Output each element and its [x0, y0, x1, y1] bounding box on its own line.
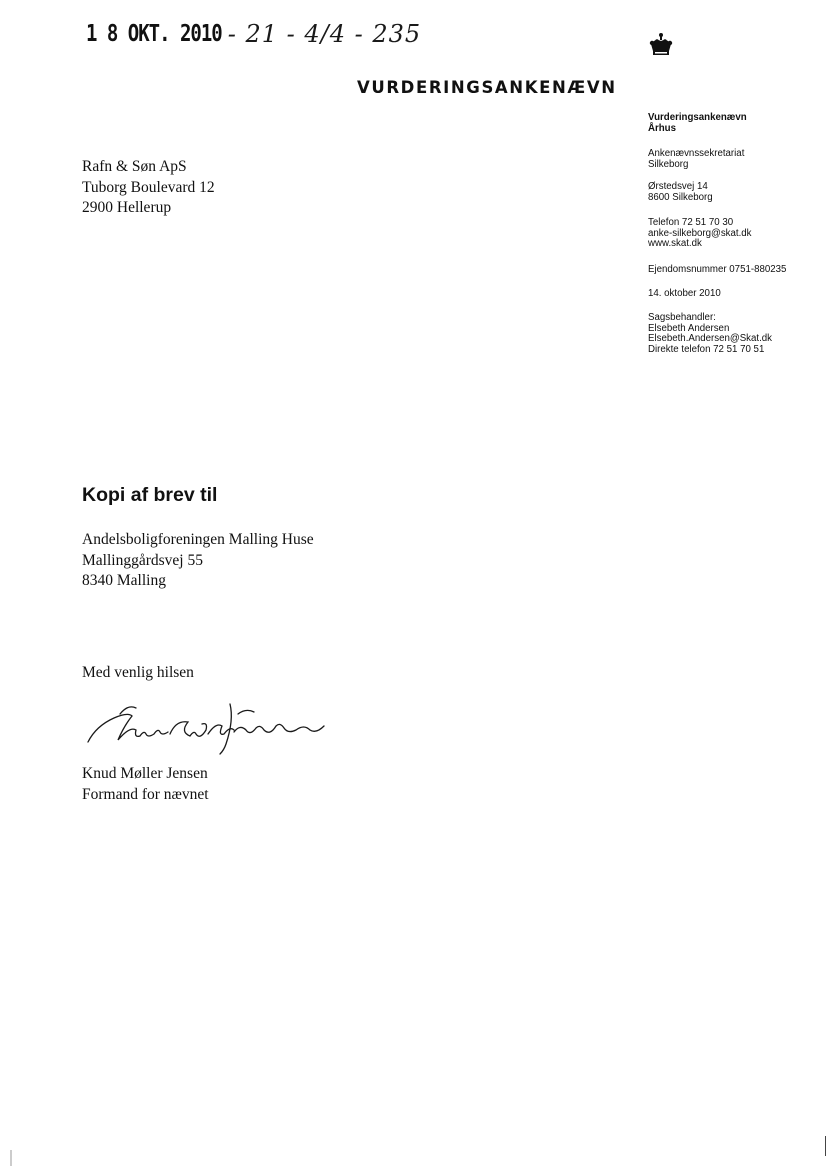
stamp-date: 1 8 OKT. 2010 — [86, 20, 222, 48]
signatory-name: Knud Møller Jensen — [82, 765, 208, 782]
copy-heading: Kopi af brev til — [82, 484, 218, 506]
secretariat-name: Ankenævnssekretariat — [648, 148, 745, 159]
sidebar-org — [648, 113, 826, 134]
handler-label: Sagsbehandler: — [648, 312, 716, 323]
copy-recipient-city: 8340 Malling — [82, 572, 166, 589]
secretariat-city: Silkeborg — [648, 158, 689, 170]
agency-name: VURDERINGSANKENÆVN — [357, 78, 617, 97]
copy-recipient-name: Andelsboligforeningen Malling Huse — [82, 531, 314, 548]
handwritten-signature — [84, 696, 334, 760]
letter-date: 14. oktober 2010 — [648, 288, 721, 299]
recipient-name: Rafn & Søn ApS — [82, 158, 187, 175]
org-city: Århus — [648, 122, 676, 134]
sidebar-secretariat — [648, 149, 826, 170]
sidebar-contact — [648, 218, 826, 250]
recipient-street: Tuborg Boulevard 12 — [82, 178, 215, 196]
handler-name: Elsebeth Andersen — [648, 322, 730, 334]
recipient-city: 2900 Hellerup — [82, 199, 172, 216]
website: www.skat.dk — [648, 238, 702, 250]
org-name: Vurderingsankenævn — [648, 112, 747, 123]
postal-address: 8600 Silkeborg — [648, 191, 713, 203]
stamp-handwritten-number: - 21 - 4/4 - 235 — [227, 20, 422, 48]
received-stamp — [86, 20, 421, 48]
property-number: Ejendomsnummer 0751-880235 — [648, 264, 787, 275]
recipient-address — [82, 157, 215, 219]
scan-edge-mark — [825, 1136, 826, 1156]
handler-phone: Direkte telefon 72 51 70 51 — [648, 343, 765, 355]
scan-mark — [10, 1150, 12, 1166]
signatory-title: Formand for nævnet — [82, 785, 209, 803]
signatory — [82, 764, 209, 805]
crown-icon — [647, 32, 675, 58]
copy-recipient-street: Mallinggårdsvej 55 — [82, 551, 203, 569]
phone-number: Telefon 72 51 70 30 — [648, 217, 734, 228]
email-address: anke-silkeborg@skat.dk — [648, 227, 752, 239]
closing-greeting: Med venlig hilsen — [82, 664, 194, 681]
sidebar-address — [648, 182, 826, 203]
copy-address — [82, 530, 314, 592]
street-address: Ørstedsvej 14 — [648, 181, 708, 192]
sidebar-handler — [648, 313, 826, 355]
handler-email: Elsebeth.Andersen@Skat.dk — [648, 333, 773, 345]
